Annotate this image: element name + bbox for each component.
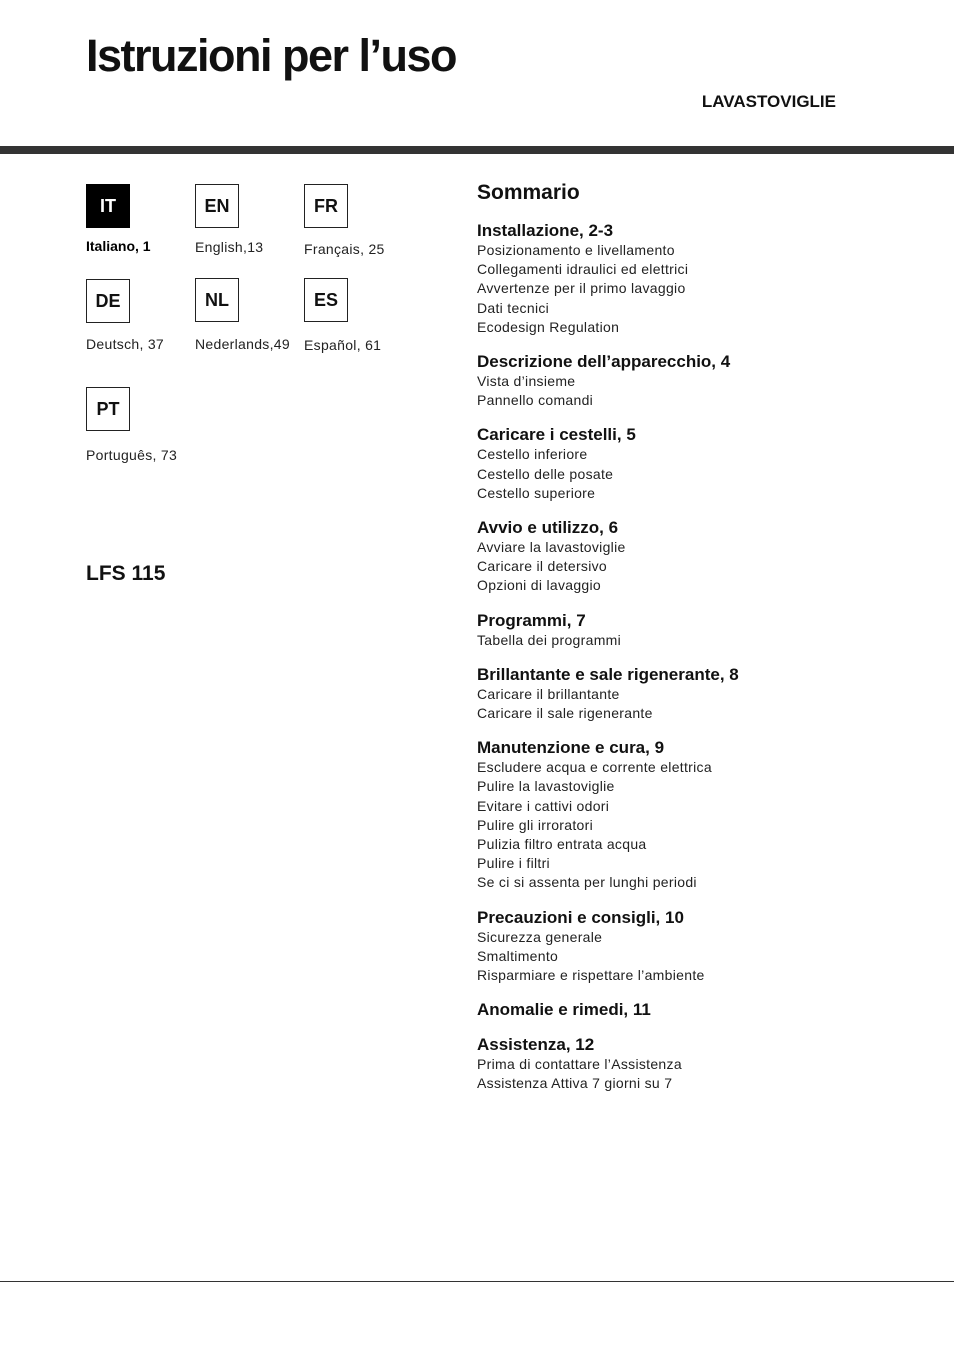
toc-heading: Sommario: [477, 181, 580, 204]
language-button-en[interactable]: EN: [195, 184, 239, 228]
toc-item[interactable]: Caricare il detersivo: [477, 558, 608, 575]
language-button-es[interactable]: ES: [304, 278, 348, 322]
language-label-fr[interactable]: Français, 25: [304, 241, 385, 257]
language-button-nl[interactable]: NL: [195, 278, 239, 322]
toc-item[interactable]: Pulire la lavastoviglie: [477, 778, 615, 795]
toc-section-caricare-cestelli: [477, 424, 937, 503]
table-of-contents: [477, 180, 937, 1108]
toc-section-title[interactable]: Brillantante e sale rigenerante, 8: [477, 664, 739, 684]
language-button-de[interactable]: DE: [86, 279, 130, 323]
toc-item[interactable]: Cestello superiore: [477, 484, 596, 501]
toc-section-title[interactable]: Manutenzione e cura, 9: [477, 738, 665, 758]
toc-section-title[interactable]: Assistenza, 12: [477, 1035, 595, 1055]
toc-item[interactable]: Ecodesign Regulation: [477, 318, 620, 335]
toc-item[interactable]: Pulire i filtri: [477, 855, 550, 872]
toc-item[interactable]: Prima di contattare l’Assistenza: [477, 1056, 682, 1073]
toc-section-avvio: [477, 517, 937, 596]
toc-section-title[interactable]: Descrizione dell’apparecchio, 4: [477, 352, 731, 372]
toc-item[interactable]: Cestello delle posate: [477, 465, 614, 482]
toc-section-title[interactable]: Avvio e utilizzo, 6: [477, 518, 619, 538]
toc-item[interactable]: Dati tecnici: [477, 299, 550, 316]
toc-item[interactable]: Opzioni di lavaggio: [477, 577, 601, 594]
toc-item[interactable]: Pannello comandi: [477, 392, 594, 409]
toc-item[interactable]: Avvertenze per il primo lavaggio: [477, 280, 686, 297]
language-label-es[interactable]: Español, 61: [304, 337, 382, 353]
toc-item[interactable]: Risparmiare e rispettare l’ambiente: [477, 967, 705, 984]
toc-section-descrizione: [477, 351, 937, 410]
toc-item[interactable]: Assistenza Attiva 7 giorni su 7: [477, 1075, 673, 1092]
toc-section-installazione: [477, 220, 937, 337]
language-label-it[interactable]: Italiano, 1: [86, 238, 151, 254]
product-category: LAVASTOVIGLIE: [701, 92, 836, 111]
language-label-de[interactable]: Deutsch, 37: [86, 336, 165, 352]
model-number: LFS 115: [86, 562, 166, 585]
toc-section-title[interactable]: Precauzioni e consigli, 10: [477, 907, 684, 927]
toc-item[interactable]: Se ci si assenta per lunghi periodi: [477, 874, 697, 891]
toc-section-assistenza: [477, 1034, 937, 1093]
toc-section-title[interactable]: Installazione, 2-3: [477, 221, 614, 240]
page-title: Istruzioni per l’uso: [86, 30, 457, 81]
toc-item[interactable]: Tabella dei programmi: [477, 631, 622, 648]
toc-section-programmi: [477, 610, 937, 650]
language-label-pt[interactable]: Português, 73: [86, 447, 178, 463]
toc-section-manutenzione: [477, 737, 937, 892]
toc-item[interactable]: Posizionamento e livellamento: [477, 242, 675, 258]
language-button-it[interactable]: IT: [86, 184, 130, 228]
toc-section-title[interactable]: Programmi, 7: [477, 610, 586, 630]
toc-section-precauzioni: [477, 907, 937, 986]
toc-item[interactable]: Caricare il brillantante: [477, 685, 620, 702]
language-button-fr[interactable]: FR: [304, 184, 348, 228]
toc-section-anomalie: [477, 999, 937, 1020]
toc-section-title[interactable]: Caricare i cestelli, 5: [477, 425, 636, 445]
toc-item[interactable]: Vista d’insieme: [477, 373, 576, 390]
toc-item[interactable]: Smaltimento: [477, 947, 559, 964]
toc-item[interactable]: Evitare i cattivi odori: [477, 797, 610, 814]
bottom-divider: [0, 1281, 954, 1282]
language-button-pt[interactable]: PT: [86, 387, 130, 431]
toc-section-brillantante: [477, 664, 937, 723]
toc-item[interactable]: Caricare il sale rigenerante: [477, 705, 653, 722]
language-label-en[interactable]: English,13: [195, 239, 264, 255]
toc-item[interactable]: Cestello inferiore: [477, 446, 588, 463]
toc-item[interactable]: Pulire gli irroratori: [477, 816, 593, 833]
toc-item[interactable]: Avviare la lavastoviglie: [477, 539, 626, 556]
top-divider: [0, 146, 954, 154]
toc-item[interactable]: Collegamenti idraulici ed elettrici: [477, 261, 689, 278]
toc-item[interactable]: Sicurezza generale: [477, 928, 603, 945]
toc-section-title[interactable]: Anomalie e rimedi, 11: [477, 1000, 651, 1020]
toc-item[interactable]: Pulizia filtro entrata acqua: [477, 836, 647, 853]
toc-item[interactable]: Escludere acqua e corrente elettrica: [477, 759, 712, 776]
language-label-nl[interactable]: Nederlands,49: [195, 336, 290, 352]
